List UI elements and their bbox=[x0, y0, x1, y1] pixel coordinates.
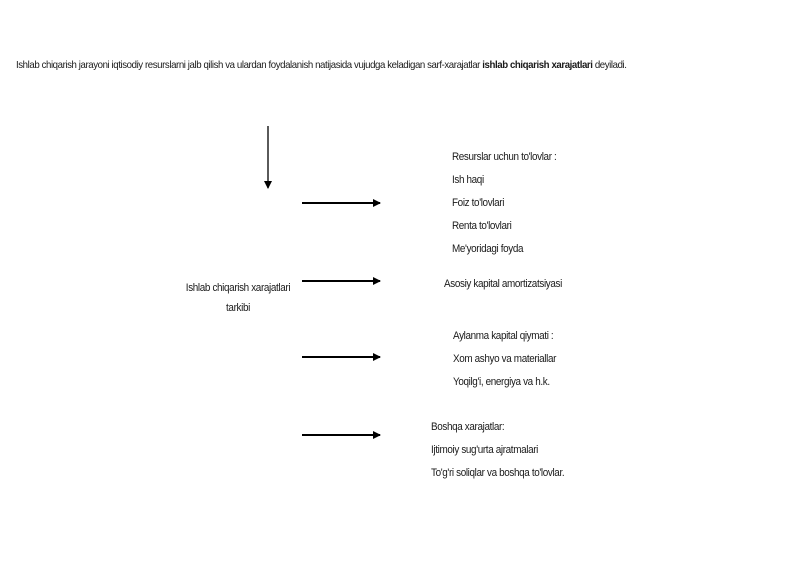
group-title: Aylanma kapital qiymati : bbox=[453, 330, 554, 342]
group-item: Foiz to'lovlari bbox=[452, 197, 505, 209]
group-item: Renta to'lovlari bbox=[452, 220, 512, 232]
group-title: Boshqa xarajatlar: bbox=[431, 421, 505, 433]
group-amortization bbox=[444, 273, 562, 296]
group-title: Resurslar uchun to'lovlar : bbox=[452, 151, 557, 163]
group-resources bbox=[452, 146, 556, 261]
center-line-1: Ishlab chiqarish xarajatlari bbox=[185, 282, 291, 294]
group-other-costs bbox=[431, 416, 564, 485]
group-item: Me'yoridagi foyda bbox=[452, 243, 524, 255]
intro-end: deyiladi. bbox=[592, 59, 627, 71]
group-item: Ish haqi bbox=[452, 174, 484, 186]
center-line-2: tarkibi bbox=[226, 302, 250, 314]
group-title: Asosiy kapital amortizatsiyasi bbox=[444, 278, 562, 290]
intro-text: Ishlab chiqarish jarayoni iqtisodiy resurslarni jalb qilish va ulardan foydalanish natijasida vujudga keladigan sarf-xarajatlar bbox=[16, 59, 483, 71]
group-working-capital bbox=[453, 325, 556, 394]
center-node bbox=[175, 278, 301, 318]
intro-bold-term: ishlab chiqarish xarajatlari bbox=[482, 59, 593, 71]
group-item: Xom ashyo va materiallar bbox=[453, 353, 557, 365]
group-item: Yoqilg'i, energiya va h.k. bbox=[453, 376, 550, 388]
group-item: Ijtimoiy sug'urta ajratmalari bbox=[431, 444, 538, 456]
group-item: To'g'ri soliqlar va boshqa to'lovlar. bbox=[431, 467, 565, 479]
